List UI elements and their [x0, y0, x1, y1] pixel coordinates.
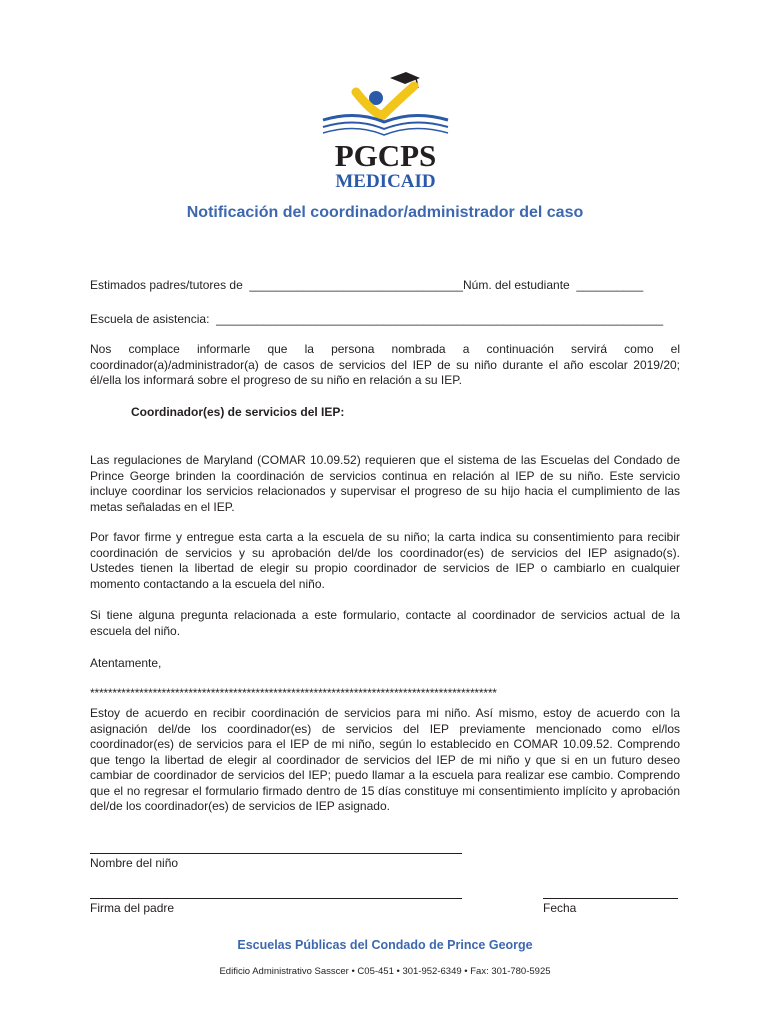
child-name-label: Nombre del niño	[90, 856, 179, 870]
pgcps-medicaid-logo	[318, 66, 453, 191]
consent-paragraph: Estoy de acuerdo en recibir coordinación de servicios para mi niño. Así mismo, estoy de acuerdo con la asignación del/de los coordinador(es) de servicios del IEP previamente mencionado como el/los coordinador(es) de servicios para el IEP de mi niño, según lo establecido en COMAR 10.09.52. Comprendo que tengo la libertad de elegir al coordinador de servicios del IEP de mi niño y que si en un futuro deseo cambiar de coordinador de servicios del IEP; puedo llamar a la escuela para realizar ese cambio. Comprendo que el no regresar el formulario firmado dentro de 15 días constituye mi consentimiento implícito y aprobación del/de los coordinador(es) de servicios de IEP asignado.	[90, 706, 680, 813]
parent-signature-label: Firma del padre	[90, 901, 175, 915]
footer-org-name: Escuelas Públicas del Condado de Prince George	[237, 938, 533, 952]
closing-text: Atentamente,	[90, 656, 162, 670]
check-arms-icon	[356, 86, 414, 116]
date-label: Fecha	[543, 901, 577, 915]
child-name-line[interactable]	[90, 853, 462, 854]
parents-student-field-line[interactable]: Estimados padres/tutores de ________________________________Núm. del estudiante __________	[90, 278, 644, 292]
document-title: Notificación del coordinador/administrador del caso	[186, 204, 584, 221]
sign-request-paragraph: Por favor firme y entregue esta carta a la escuela de su niño; la carta indica su consentimiento para recibir coordinación de servicios y su aprobación del/de los coordinador(es) de servicios del IEP asignado(s). Ustedes tienen la libertad de elegir su propio coordinador de servicios de IEP o cambiarlo en cualquier momento contactando a la escuela del niño.	[90, 530, 680, 591]
school-field-line[interactable]: Escuela de asistencia: ___________________________________________________________________	[90, 312, 664, 326]
footer-address: Edificio Administrativo Sasscer • C05-451 • 301-952-6349 • Fax: 301-780-5925	[219, 966, 551, 977]
separator-stars: *******************************************************************************************	[90, 686, 497, 700]
questions-paragraph: Si tiene alguna pregunta relacionada a este formulario, contacte al coordinador de servicios actual de la escuela del niño.	[90, 608, 680, 638]
parent-signature-line[interactable]	[90, 898, 462, 899]
regulations-paragraph: Las regulaciones de Maryland (COMAR 10.09.52) requieren que el sistema de las Escuelas del Condado de Prince George brinden la coordinación de servicios continua en relación al IEP de su niño. Este servicio incluye coordinar los servicios relacionados y supervisar el progreso de su hijo hacia el cumplimiento de las metas señaladas en el IEP.	[90, 453, 680, 514]
logo-graphic	[318, 66, 453, 191]
coordinators-heading: Coordinador(es) de servicios del IEP:	[131, 405, 345, 419]
date-line[interactable]	[543, 898, 678, 899]
intro-paragraph: Nos complace informarle que la persona nombrada a continuación servirá como el coordinador(a)/administrador(a) de casos de servicios del IEP de su niño durante el año escolar 2019/20; él/ella los informará sobre el progreso de su niño en relación a su IEP.	[90, 342, 680, 387]
logo-pgcps-text: PGCPS	[334, 138, 437, 173]
logo-medicaid-text: MEDICAID	[335, 171, 436, 191]
